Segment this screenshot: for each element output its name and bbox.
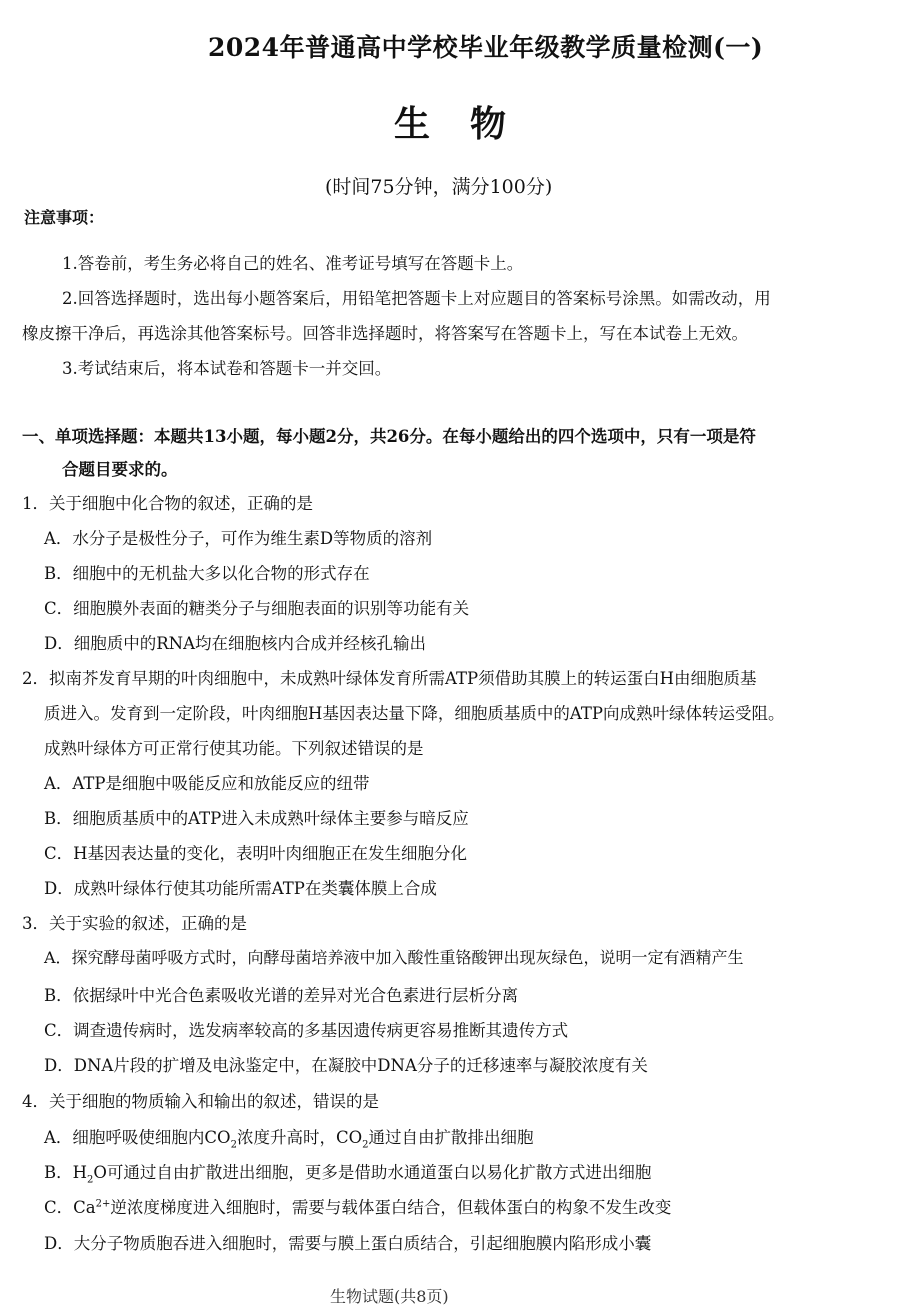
q3-option-a: A．探究酵母菌呼吸方式时，向酵母菌培养液中加入酸性重铬酸钾出现灰绿色，说明一定有酒精产生	[44, 948, 744, 967]
notice-heading: 注意事项：	[24, 208, 105, 227]
q4-option-d: D．大分子物质胞吞进入细胞时，需要与膜上蛋白质结合，引起细胞膜内陷形成小囊	[44, 1234, 652, 1253]
q2-stem-line-2: 质进入。发育到一定阶段，叶肉细胞H基因表达量下降，细胞质基质中的ATP向成熟叶绿体转运受阻。	[44, 704, 785, 723]
section-1-heading: 一、单项选择题：本题共13小题，每小题2分，共26分。在每小题给出的四个选项中，只有一项是符	[22, 427, 756, 446]
q1-option-a: A．水分子是极性分子，可作为维生素D等物质的溶剂	[44, 529, 433, 548]
page-footer: 生物试题(共8页)	[330, 1287, 449, 1306]
q3-option-d: D．DNA片段的扩增及电泳鉴定中，在凝胶中DNA分子的迁移速率与凝胶浓度有关	[44, 1056, 648, 1075]
exam-title: 2024年普通高中学校毕业年级教学质量检测(一)	[208, 33, 764, 62]
subject-title: 生物	[394, 103, 547, 145]
q1-option-c: C．细胞膜外表面的糖类分子与细胞表面的识别等功能有关	[44, 599, 470, 618]
q2-option-a: A．ATP是细胞中吸能反应和放能反应的纽带	[44, 774, 370, 793]
q3-option-b: B．依据绿叶中光合色素吸收光谱的差异对光合色素进行层析分离	[44, 986, 519, 1005]
notice-line-2: 2.回答选择题时，选出每小题答案后，用铅笔把答题卡上对应题目的答案标号涂黑。如需改动，用	[62, 289, 771, 308]
q3-stem: 3．关于实验的叙述，正确的是	[22, 914, 247, 933]
q4-option-a: A．细胞呼吸使细胞内$CO_2$浓度升高时，$CO_2$通过自由扩散排出细胞	[44, 1128, 534, 1151]
q1-stem: 1．关于细胞中化合物的叙述，正确的是	[22, 494, 313, 513]
q2-option-b: B．细胞质基质中的ATP进入未成熟叶绿体主要参与暗反应	[44, 809, 469, 828]
q1-option-d: D．细胞质中的RNA均在细胞核内合成并经核孔输出	[44, 634, 427, 653]
notice-line-1: 1.答卷前，考生务必将自己的姓名、准考证号填写在答题卡上。	[62, 254, 524, 273]
q2-stem-line-3: 成熟叶绿体方可正常行使其功能。下列叙述错误的是	[44, 739, 424, 758]
q1-option-b: B．细胞中的无机盐大多以化合物的形式存在	[44, 564, 370, 583]
q2-stem-line-1: 2．拟南芥发育早期的叶肉细胞中，未成熟叶绿体发育所需ATP须借助其膜上的转运蛋白H由细胞质基	[22, 669, 757, 688]
q2-option-d: D．成熟叶绿体行使其功能所需ATP在类囊体膜上合成	[44, 879, 437, 898]
q3-option-c: C．调查遗传病时，选发病率较高的多基因遗传病更容易推断其遗传方式	[44, 1021, 569, 1040]
q4-option-b: B．$H_2O$可通过自由扩散进出细胞，更多是借助水通道蛋白以易化扩散方式进出细胞	[44, 1163, 652, 1186]
notice-line-4: 3.考试结束后，将本试卷和答题卡一并交回。	[62, 359, 392, 378]
notice-line-3: 橡皮擦干净后，再选涂其他答案标号。回答非选择题时，将答案写在答题卡上，写在本试卷上无效。	[22, 324, 748, 343]
section-1-heading-cont: 合题目要求的。	[62, 460, 178, 479]
q4-stem: 4．关于细胞的物质输入和输出的叙述，错误的是	[22, 1092, 379, 1111]
q2-option-c: C．H基因表达量的变化，表明叶肉细胞正在发生细胞分化	[44, 844, 468, 863]
q4-option-c: C．$Ca^{2+}$逆浓度梯度进入细胞时，需要与载体蛋白结合，但载体蛋白的构象不发生改变	[44, 1198, 672, 1217]
exam-timing: (时间75分钟，满分100分)	[325, 176, 553, 198]
